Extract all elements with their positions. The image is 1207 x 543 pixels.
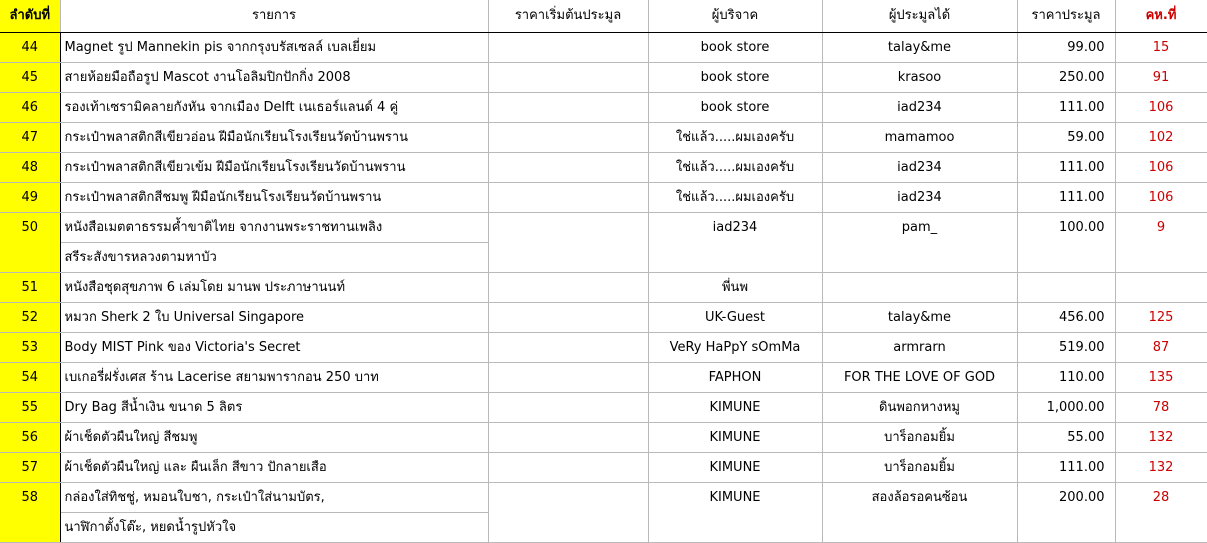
row-number-cell[interactable]: 46 <box>0 93 60 123</box>
row-price-cell[interactable]: 250.00 <box>1017 63 1115 93</box>
row-price-cell[interactable]: 99.00 <box>1017 33 1115 63</box>
row-donor-cell[interactable]: UK-Guest <box>648 303 822 333</box>
row-item-cell-line2[interactable]: สรีระสังขารหลวงตามหาบัว <box>60 243 488 273</box>
table-body <box>0 33 1207 543</box>
row-price-cell[interactable]: 110.00 <box>1017 363 1115 393</box>
row-item-cell[interactable]: สายห้อยมือถือรูป Mascot งานโอลิมปิกปักกิ่ง 2008 <box>60 63 488 93</box>
table-row <box>0 333 1207 363</box>
row-price-cell[interactable]: 111.00 <box>1017 183 1115 213</box>
table-row <box>0 453 1207 483</box>
row-item-cell[interactable]: กระเป๋าพลาสติกสีชมพู ฝีมือนักเรียนโรงเรียนวัดบ้านพราน <box>60 183 488 213</box>
table-row <box>0 213 1207 243</box>
row-item-cell[interactable]: Magnet รูป Mannekin pis จากกรุงบรัสเซลล์ เบลเยี่ยม <box>60 33 488 63</box>
row-start-price-cell[interactable] <box>488 453 648 483</box>
row-bid-id-cell[interactable]: 135 <box>1115 363 1207 393</box>
row-bid-id-cell[interactable]: 125 <box>1115 303 1207 333</box>
table-row <box>0 303 1207 333</box>
row-item-cell[interactable]: กล่องใส่ทิชชู่, หมอนใบชา, กระเป๋าใส่นามบัตร, <box>60 483 488 513</box>
row-start-price-cell[interactable] <box>488 213 648 243</box>
row-donor-cell[interactable]: book store <box>648 93 822 123</box>
row-item-cell[interactable]: Dry Bag สีน้ำเงิน ขนาด 5 ลิตร <box>60 393 488 423</box>
row-donor-cell[interactable]: KIMUNE <box>648 483 822 513</box>
row-donor-cell[interactable]: KIMUNE <box>648 453 822 483</box>
row-bid-id-cell[interactable] <box>1115 273 1207 303</box>
row-donor-cell[interactable]: ใช่แล้ว.....ผมเองครับ <box>648 153 822 183</box>
row-bid-id-cell[interactable]: 132 <box>1115 423 1207 453</box>
row-number-cell[interactable]: 58 <box>0 483 60 513</box>
header-bid-id[interactable]: คห.ที่ <box>1115 0 1207 33</box>
row-continuation-cell[interactable] <box>1017 243 1115 273</box>
row-price-cell[interactable]: 519.00 <box>1017 333 1115 363</box>
row-winner-cell[interactable]: บาร็อกอมยิ้ม <box>822 453 1017 483</box>
row-item-cell-line2[interactable]: นาฬิกาตั้งโต๊ะ, หยดน้ำรูปหัวใจ <box>60 513 488 543</box>
row-price-cell[interactable]: 55.00 <box>1017 423 1115 453</box>
row-continuation-cell[interactable] <box>1115 513 1207 543</box>
row-continuation-cell[interactable] <box>488 243 648 273</box>
row-item-cell[interactable]: ผ้าเช็ดตัวผืนใหญ่ สีชมพู <box>60 423 488 453</box>
table-row-continuation <box>0 513 1207 543</box>
row-start-price-cell[interactable] <box>488 183 648 213</box>
row-winner-cell[interactable]: iad234 <box>822 153 1017 183</box>
table-row <box>0 63 1207 93</box>
row-bid-id-cell[interactable]: 91 <box>1115 63 1207 93</box>
row-winner-cell[interactable]: mamamoo <box>822 123 1017 153</box>
row-start-price-cell[interactable] <box>488 33 648 63</box>
row-item-cell[interactable]: กระเป๋าพลาสติกสีเขียวเข้ม ฝีมือนักเรียนโรงเรียนวัดบ้านพราน <box>60 153 488 183</box>
row-donor-cell[interactable]: FAPHON <box>648 363 822 393</box>
row-start-price-cell[interactable] <box>488 393 648 423</box>
row-bid-id-cell[interactable]: 106 <box>1115 183 1207 213</box>
row-item-cell[interactable]: ผ้าเช็ดตัวผืนใหญ่ และ ผืนเล็ก สีขาว ปักลายเสือ <box>60 453 488 483</box>
row-donor-cell[interactable]: iad234 <box>648 213 822 243</box>
header-start-price[interactable]: ราคาเริ่มต้นประมูล <box>488 0 648 33</box>
row-winner-cell[interactable]: iad234 <box>822 93 1017 123</box>
row-start-price-cell[interactable] <box>488 123 648 153</box>
header-price[interactable]: ราคาประมูล <box>1017 0 1115 33</box>
row-item-cell[interactable]: เบเกอรี่ฝรั่งเศส ร้าน Lacerise สยามพารากอน 250 บาท <box>60 363 488 393</box>
row-item-cell[interactable]: หนังสือเมตตาธรรมค้ำขาติไทย จากงานพระราชทานเพลิง <box>60 213 488 243</box>
header-number[interactable]: ลำดับที่ <box>0 0 60 33</box>
row-number-cell[interactable]: 54 <box>0 363 60 393</box>
header-donor[interactable]: ผู้บริจาค <box>648 0 822 33</box>
row-start-price-cell[interactable] <box>488 333 648 363</box>
row-number-cell[interactable]: 44 <box>0 33 60 63</box>
row-start-price-cell[interactable] <box>488 93 648 123</box>
row-bid-id-cell[interactable]: 132 <box>1115 453 1207 483</box>
row-donor-cell[interactable]: KIMUNE <box>648 423 822 453</box>
header-item[interactable]: รายการ <box>60 0 488 33</box>
row-number-cell[interactable]: 52 <box>0 303 60 333</box>
row-winner-cell[interactable]: iad234 <box>822 183 1017 213</box>
row-start-price-cell[interactable] <box>488 273 648 303</box>
row-number-cell[interactable]: 47 <box>0 123 60 153</box>
row-start-price-cell[interactable] <box>488 363 648 393</box>
row-donor-cell[interactable]: book store <box>648 63 822 93</box>
table-row <box>0 483 1207 513</box>
row-price-cell[interactable]: 456.00 <box>1017 303 1115 333</box>
table-row <box>0 183 1207 213</box>
row-price-cell[interactable]: 111.00 <box>1017 453 1115 483</box>
row-continuation-cell[interactable] <box>0 243 60 273</box>
row-donor-cell[interactable]: VeRy HaPpY sOmMa <box>648 333 822 363</box>
header-winner[interactable]: ผู้ประมูลได้ <box>822 0 1017 33</box>
row-bid-id-cell[interactable]: 102 <box>1115 123 1207 153</box>
row-price-cell[interactable] <box>1017 273 1115 303</box>
row-continuation-cell[interactable] <box>648 513 822 543</box>
row-continuation-cell[interactable] <box>822 513 1017 543</box>
row-number-cell[interactable]: 48 <box>0 153 60 183</box>
row-donor-cell[interactable]: ใช่แล้ว.....ผมเองครับ <box>648 123 822 153</box>
row-number-cell[interactable]: 57 <box>0 453 60 483</box>
row-donor-cell[interactable]: KIMUNE <box>648 393 822 423</box>
row-winner-cell[interactable]: ดินพอกหางหมู <box>822 393 1017 423</box>
row-number-cell[interactable]: 51 <box>0 273 60 303</box>
row-continuation-cell[interactable] <box>822 243 1017 273</box>
row-start-price-cell[interactable] <box>488 63 648 93</box>
row-winner-cell[interactable]: armrarn <box>822 333 1017 363</box>
row-price-cell[interactable]: 111.00 <box>1017 153 1115 183</box>
row-start-price-cell[interactable] <box>488 423 648 453</box>
row-price-cell[interactable]: 1,000.00 <box>1017 393 1115 423</box>
row-start-price-cell[interactable] <box>488 303 648 333</box>
row-number-cell[interactable]: 55 <box>0 393 60 423</box>
row-continuation-cell[interactable] <box>0 513 60 543</box>
row-bid-id-cell[interactable]: 28 <box>1115 483 1207 513</box>
row-price-cell[interactable]: 200.00 <box>1017 483 1115 513</box>
table-row <box>0 363 1207 393</box>
row-number-cell[interactable]: 50 <box>0 213 60 243</box>
row-item-cell[interactable]: Body MIST Pink ของ Victoria's Secret <box>60 333 488 363</box>
row-bid-id-cell[interactable]: 15 <box>1115 33 1207 63</box>
row-winner-cell[interactable]: บาร็อกอมยิ้ม <box>822 423 1017 453</box>
row-item-cell[interactable]: กระเป๋าพลาสติกสีเขียวอ่อน ฝีมือนักเรียนโรงเรียนวัดบ้านพราน <box>60 123 488 153</box>
row-item-cell[interactable]: รองเท้าเซรามิคลายกังหัน จากเมือง Delft เนเธอร์แลนด์ 4 คู่ <box>60 93 488 123</box>
row-bid-id-cell[interactable]: 78 <box>1115 393 1207 423</box>
row-number-cell[interactable]: 56 <box>0 423 60 453</box>
row-winner-cell[interactable]: สองล้อรอคนซ้อน <box>822 483 1017 513</box>
row-continuation-cell[interactable] <box>488 513 648 543</box>
table-row <box>0 93 1207 123</box>
table-row-continuation <box>0 243 1207 273</box>
row-bid-id-cell[interactable]: 9 <box>1115 213 1207 243</box>
row-price-cell[interactable]: 59.00 <box>1017 123 1115 153</box>
row-continuation-cell[interactable] <box>648 243 822 273</box>
header-row <box>0 0 1207 33</box>
row-donor-cell[interactable]: ใช่แล้ว.....ผมเองครับ <box>648 183 822 213</box>
row-winner-cell[interactable]: krasoo <box>822 63 1017 93</box>
row-donor-cell[interactable]: book store <box>648 33 822 63</box>
row-continuation-cell[interactable] <box>1115 243 1207 273</box>
table-row <box>0 273 1207 303</box>
row-bid-id-cell[interactable]: 106 <box>1115 153 1207 183</box>
row-winner-cell[interactable] <box>822 273 1017 303</box>
row-start-price-cell[interactable] <box>488 153 648 183</box>
row-number-cell[interactable]: 49 <box>0 183 60 213</box>
row-bid-id-cell[interactable]: 87 <box>1115 333 1207 363</box>
row-item-cell[interactable]: หมวก Sherk 2 ใบ Universal Singapore <box>60 303 488 333</box>
row-winner-cell[interactable]: FOR THE LOVE OF GOD <box>822 363 1017 393</box>
table-row <box>0 123 1207 153</box>
row-donor-cell[interactable]: พี่นพ <box>648 273 822 303</box>
row-price-cell[interactable]: 100.00 <box>1017 213 1115 243</box>
row-continuation-cell[interactable] <box>1017 513 1115 543</box>
row-winner-cell[interactable]: pam_ <box>822 213 1017 243</box>
row-number-cell[interactable]: 53 <box>0 333 60 363</box>
row-start-price-cell[interactable] <box>488 483 648 513</box>
row-bid-id-cell[interactable]: 106 <box>1115 93 1207 123</box>
row-price-cell[interactable]: 111.00 <box>1017 93 1115 123</box>
table-row <box>0 423 1207 453</box>
table-row <box>0 393 1207 423</box>
table-row <box>0 153 1207 183</box>
row-item-cell[interactable]: หนังสือชุดสุขภาพ 6 เล่มโดย มานพ ประภาษานนท์ <box>60 273 488 303</box>
row-winner-cell[interactable]: talay&me <box>822 33 1017 63</box>
table-row <box>0 33 1207 63</box>
row-winner-cell[interactable]: talay&me <box>822 303 1017 333</box>
row-number-cell[interactable]: 45 <box>0 63 60 93</box>
